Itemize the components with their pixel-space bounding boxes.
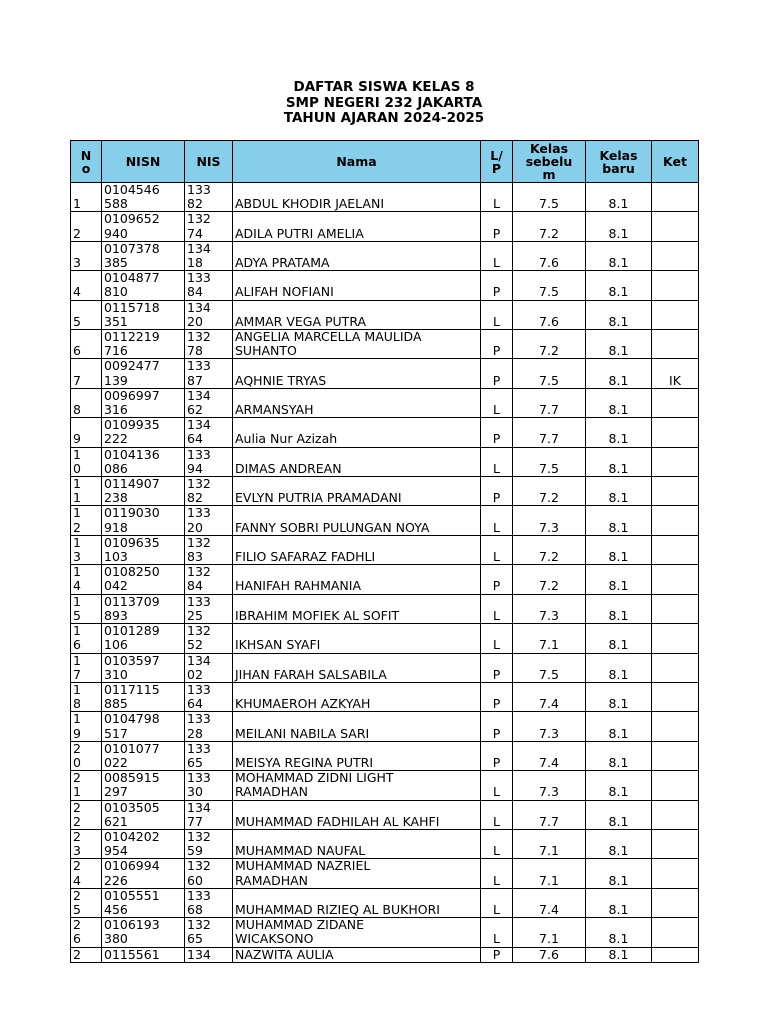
cell-no: 5 [71,300,102,329]
cell-kelas-baru: 8.1 [586,594,652,623]
cell-kelas-baru: 8.1 [586,359,652,388]
cell-nisn: 0112219 716 [102,330,185,359]
cell-nis: 133 65 [185,741,233,770]
cell-no: 2 6 [71,918,102,947]
cell-ket [652,947,699,962]
cell-nama: AQHNIE TRYAS [233,359,481,388]
title-line-1: DAFTAR SISWA KELAS 8 [293,79,475,95]
cell-kelas-baru: 8.1 [586,565,652,594]
cell-lp: L [481,506,513,535]
cell-kelas-baru: 8.1 [586,682,652,711]
table-row [71,771,699,800]
cell-no: 2 0 [71,741,102,770]
cell-no: 6 [71,330,102,359]
cell-kelas-sebelum: 7.3 [513,594,586,623]
cell-nisn: 0101289 106 [102,624,185,653]
cell-nisn: 0107378 385 [102,241,185,270]
cell-nis: 132 52 [185,624,233,653]
cell-kelas-baru: 8.1 [586,506,652,535]
cell-kelas-baru: 8.1 [586,829,652,858]
cell-ket [652,624,699,653]
table-row [71,183,699,212]
table-header-row [71,141,699,183]
cell-lp: L [481,535,513,564]
cell-nis: 133 20 [185,506,233,535]
cell-kelas-sebelum: 7.4 [513,682,586,711]
cell-lp: L [481,447,513,476]
student-table [70,140,699,963]
cell-kelas-sebelum: 7.6 [513,241,586,270]
table-row [71,535,699,564]
cell-nisn: 0103505 621 [102,800,185,829]
cell-lp: L [481,771,513,800]
cell-nisn: 0104877 810 [102,271,185,300]
cell-nama: MUHAMMAD NAZRIEL RAMADHAN [233,859,481,888]
cell-ket [652,859,699,888]
cell-ket [652,535,699,564]
cell-ket [652,300,699,329]
cell-no: 1 7 [71,653,102,682]
cell-kelas-sebelum: 7.2 [513,535,586,564]
table-row [71,506,699,535]
table-row [71,682,699,711]
cell-kelas-sebelum: 7.1 [513,918,586,947]
cell-kelas-sebelum: 7.2 [513,565,586,594]
cell-kelas-baru: 8.1 [586,271,652,300]
cell-ket [652,183,699,212]
cell-nis: 133 87 [185,359,233,388]
cell-lp: P [481,330,513,359]
cell-nis: 132 83 [185,535,233,564]
cell-kelas-baru: 8.1 [586,183,652,212]
cell-kelas-sebelum: 7.1 [513,859,586,888]
table-row [71,947,699,962]
cell-no: 1 5 [71,594,102,623]
table-row [71,565,699,594]
table-row [71,712,699,741]
cell-ket [652,741,699,770]
cell-lp: L [481,300,513,329]
cell-no: 1 9 [71,712,102,741]
cell-nama: MEILANI NABILA SARI [233,712,481,741]
cell-no: 2 1 [71,771,102,800]
cell-nama: KHUMAEROH AZKYAH [233,682,481,711]
table-row [71,829,699,858]
table-row [71,653,699,682]
cell-ket [652,271,699,300]
cell-no: 2 3 [71,829,102,858]
table-row [71,800,699,829]
col-header-no: N o [71,141,102,183]
cell-nis: 132 74 [185,212,233,241]
table-row [71,447,699,476]
table-row [71,241,699,270]
cell-no: 1 8 [71,682,102,711]
cell-lp: L [481,183,513,212]
cell-kelas-baru: 8.1 [586,418,652,447]
table-row [71,388,699,417]
cell-nis: 133 68 [185,888,233,917]
cell-ket [652,506,699,535]
cell-nama: JIHAN FARAH SALSABILA [233,653,481,682]
cell-kelas-baru: 8.1 [586,712,652,741]
cell-nisn: 0085915 297 [102,771,185,800]
cell-ket [652,682,699,711]
cell-ket [652,800,699,829]
table-row [71,741,699,770]
cell-ket [652,829,699,858]
cell-kelas-sebelum: 7.3 [513,712,586,741]
cell-nisn: 0103597 310 [102,653,185,682]
cell-kelas-sebelum: 7.6 [513,947,586,962]
cell-ket [652,594,699,623]
cell-lp: P [481,271,513,300]
cell-nama: ANGELIA MARCELLA MAULIDA SUHANTO [233,330,481,359]
cell-ket [652,565,699,594]
cell-kelas-sebelum: 7.3 [513,506,586,535]
col-header-ket: Ket [652,141,699,183]
cell-nisn: 0104136 086 [102,447,185,476]
cell-kelas-baru: 8.1 [586,859,652,888]
cell-nama: MUHAMMAD ZIDANE WICAKSONO [233,918,481,947]
cell-kelas-sebelum: 7.6 [513,300,586,329]
cell-lp: P [481,712,513,741]
cell-lp: L [481,624,513,653]
document-title [0,80,768,127]
cell-nama: FANNY SOBRI PULUNGAN NOYA [233,506,481,535]
cell-nis: 132 82 [185,477,233,506]
cell-kelas-baru: 8.1 [586,771,652,800]
cell-nisn: 0115561 [102,947,185,962]
cell-no: 2 2 [71,800,102,829]
cell-no: 9 [71,418,102,447]
cell-kelas-sebelum: 7.2 [513,330,586,359]
table-row [71,271,699,300]
cell-kelas-baru: 8.1 [586,535,652,564]
cell-ket [652,212,699,241]
cell-nisn: 0106994 226 [102,859,185,888]
cell-no: 2 5 [71,888,102,917]
cell-ket [652,241,699,270]
cell-kelas-baru: 8.1 [586,741,652,770]
cell-nama: MEISYA REGINA PUTRI [233,741,481,770]
cell-lp: L [481,241,513,270]
cell-kelas-sebelum: 7.4 [513,741,586,770]
cell-nisn: 0106193 380 [102,918,185,947]
col-header-nisn: NISN [102,141,185,183]
cell-no: 3 [71,241,102,270]
cell-nis: 134 20 [185,300,233,329]
cell-nisn: 0104202 954 [102,829,185,858]
table-row [71,359,699,388]
cell-kelas-sebelum: 7.3 [513,771,586,800]
cell-kelas-sebelum: 7.5 [513,653,586,682]
cell-kelas-sebelum: 7.1 [513,829,586,858]
cell-kelas-baru: 8.1 [586,477,652,506]
cell-no: 2 [71,947,102,962]
cell-nama: ADILA PUTRI AMELIA [233,212,481,241]
cell-nama: FILIO SAFARAZ FADHLI [233,535,481,564]
cell-nis: 134 62 [185,388,233,417]
cell-no: 1 4 [71,565,102,594]
cell-kelas-baru: 8.1 [586,888,652,917]
title-line-3: TAHUN AJARAN 2024-2025 [283,110,485,126]
cell-kelas-sebelum: 7.5 [513,447,586,476]
cell-nama: MUHAMMAD FADHILAH AL KAHFI [233,800,481,829]
cell-kelas-baru: 8.1 [586,241,652,270]
cell-nisn: 0105551 456 [102,888,185,917]
cell-kelas-sebelum: 7.2 [513,477,586,506]
cell-kelas-sebelum: 7.4 [513,888,586,917]
cell-no: 1 6 [71,624,102,653]
cell-ket [652,712,699,741]
cell-nisn: 0119030 918 [102,506,185,535]
cell-nis: 132 60 [185,859,233,888]
cell-nisn: 0117115 885 [102,682,185,711]
cell-kelas-baru: 8.1 [586,918,652,947]
table-row [71,888,699,917]
cell-nama: IKHSAN SYAFI [233,624,481,653]
cell-nama: MUHAMMAD RIZIEQ AL BUKHORI [233,888,481,917]
cell-nis: 133 25 [185,594,233,623]
cell-ket [652,888,699,917]
cell-nama: ADYA PRATAMA [233,241,481,270]
table-row [71,594,699,623]
cell-nama: IBRAHIM MOFIEK AL SOFIT [233,594,481,623]
col-header-nis: NIS [185,141,233,183]
cell-no: 2 [71,212,102,241]
cell-nis: 133 30 [185,771,233,800]
table-row [71,477,699,506]
cell-nama: ARMANSYAH [233,388,481,417]
cell-lp: P [481,477,513,506]
cell-ket [652,918,699,947]
cell-nis: 132 59 [185,829,233,858]
cell-no: 1 2 [71,506,102,535]
cell-lp: L [481,918,513,947]
cell-nis: 134 64 [185,418,233,447]
cell-nisn: 0109652 940 [102,212,185,241]
cell-ket [652,388,699,417]
cell-ket [652,477,699,506]
cell-lp: P [481,212,513,241]
cell-no: 1 3 [71,535,102,564]
cell-lp: L [481,800,513,829]
cell-no: 4 [71,271,102,300]
cell-nama: ALIFAH NOFIANI [233,271,481,300]
cell-no: 8 [71,388,102,417]
cell-nis: 134 02 [185,653,233,682]
cell-no: 1 [71,183,102,212]
table-row [71,859,699,888]
cell-ket: IK [652,359,699,388]
cell-lp: L [481,388,513,417]
cell-lp: P [481,418,513,447]
cell-nama: DIMAS ANDREAN [233,447,481,476]
cell-ket [652,653,699,682]
cell-lp: L [481,859,513,888]
cell-kelas-baru: 8.1 [586,212,652,241]
cell-nisn: 0108250 042 [102,565,185,594]
cell-nama: ABDUL KHODIR JAELANI [233,183,481,212]
table-row [71,330,699,359]
cell-nama: EVLYN PUTRIA PRAMADANI [233,477,481,506]
cell-nis: 133 64 [185,682,233,711]
cell-nama: AMMAR VEGA PUTRA [233,300,481,329]
table-row [71,212,699,241]
cell-kelas-sebelum: 7.7 [513,388,586,417]
cell-nama: MUHAMMAD NAUFAL [233,829,481,858]
cell-nisn: 0104546 588 [102,183,185,212]
cell-ket [652,418,699,447]
cell-nisn: 0115718 351 [102,300,185,329]
cell-nisn: 0113709 893 [102,594,185,623]
col-header-lp: L/ P [481,141,513,183]
cell-nis: 133 82 [185,183,233,212]
cell-lp: P [481,682,513,711]
cell-no: 1 0 [71,447,102,476]
cell-kelas-baru: 8.1 [586,653,652,682]
cell-nis: 132 65 [185,918,233,947]
cell-nis: 133 94 [185,447,233,476]
cell-kelas-baru: 8.1 [586,388,652,417]
title-line-2: SMP NEGERI 232 JAKARTA [285,94,483,111]
cell-kelas-sebelum: 7.7 [513,800,586,829]
cell-lp: L [481,829,513,858]
cell-nis: 133 28 [185,712,233,741]
cell-nis: 134 77 [185,800,233,829]
table-row [71,624,699,653]
cell-nisn: 0096997 316 [102,388,185,417]
cell-nis: 132 84 [185,565,233,594]
cell-lp: P [481,947,513,962]
cell-lp: P [481,653,513,682]
cell-lp: L [481,594,513,623]
cell-nis: 133 84 [185,271,233,300]
cell-nis: 134 [185,947,233,962]
cell-nama: Aulia Nur Azizah [233,418,481,447]
col-header-kelas-sebelum: Kelas sebelu m [513,141,586,183]
table-row [71,300,699,329]
col-header-kelas-baru: Kelas baru [586,141,652,183]
cell-nisn: 0114907 238 [102,477,185,506]
cell-kelas-sebelum: 7.5 [513,271,586,300]
cell-nisn: 0092477 139 [102,359,185,388]
cell-no: 7 [71,359,102,388]
cell-kelas-baru: 8.1 [586,800,652,829]
cell-lp: L [481,888,513,917]
cell-nama: NAZWITA AULIA [233,947,481,962]
cell-ket [652,330,699,359]
cell-nis: 132 78 [185,330,233,359]
cell-kelas-baru: 8.1 [586,447,652,476]
cell-no: 2 4 [71,859,102,888]
cell-kelas-baru: 8.1 [586,300,652,329]
cell-ket [652,771,699,800]
table-row [71,918,699,947]
cell-nama: HANIFAH RAHMANIA [233,565,481,594]
cell-kelas-baru: 8.1 [586,624,652,653]
cell-nis: 134 18 [185,241,233,270]
cell-kelas-sebelum: 7.2 [513,212,586,241]
cell-ket [652,447,699,476]
cell-lp: P [481,359,513,388]
cell-nisn: 0104798 517 [102,712,185,741]
col-header-nama: Nama [233,141,481,183]
table-row [71,418,699,447]
cell-kelas-sebelum: 7.5 [513,183,586,212]
cell-nisn: 0109935 222 [102,418,185,447]
cell-kelas-sebelum: 7.1 [513,624,586,653]
cell-lp: P [481,741,513,770]
cell-no: 1 1 [71,477,102,506]
cell-kelas-sebelum: 7.5 [513,359,586,388]
cell-nisn: 0101077 022 [102,741,185,770]
cell-nisn: 0109635 103 [102,535,185,564]
cell-kelas-baru: 8.1 [586,330,652,359]
cell-lp: P [481,565,513,594]
cell-nama: MOHAMMAD ZIDNI LIGHT RAMADHAN [233,771,481,800]
cell-kelas-baru: 8.1 [586,947,652,962]
cell-kelas-sebelum: 7.7 [513,418,586,447]
